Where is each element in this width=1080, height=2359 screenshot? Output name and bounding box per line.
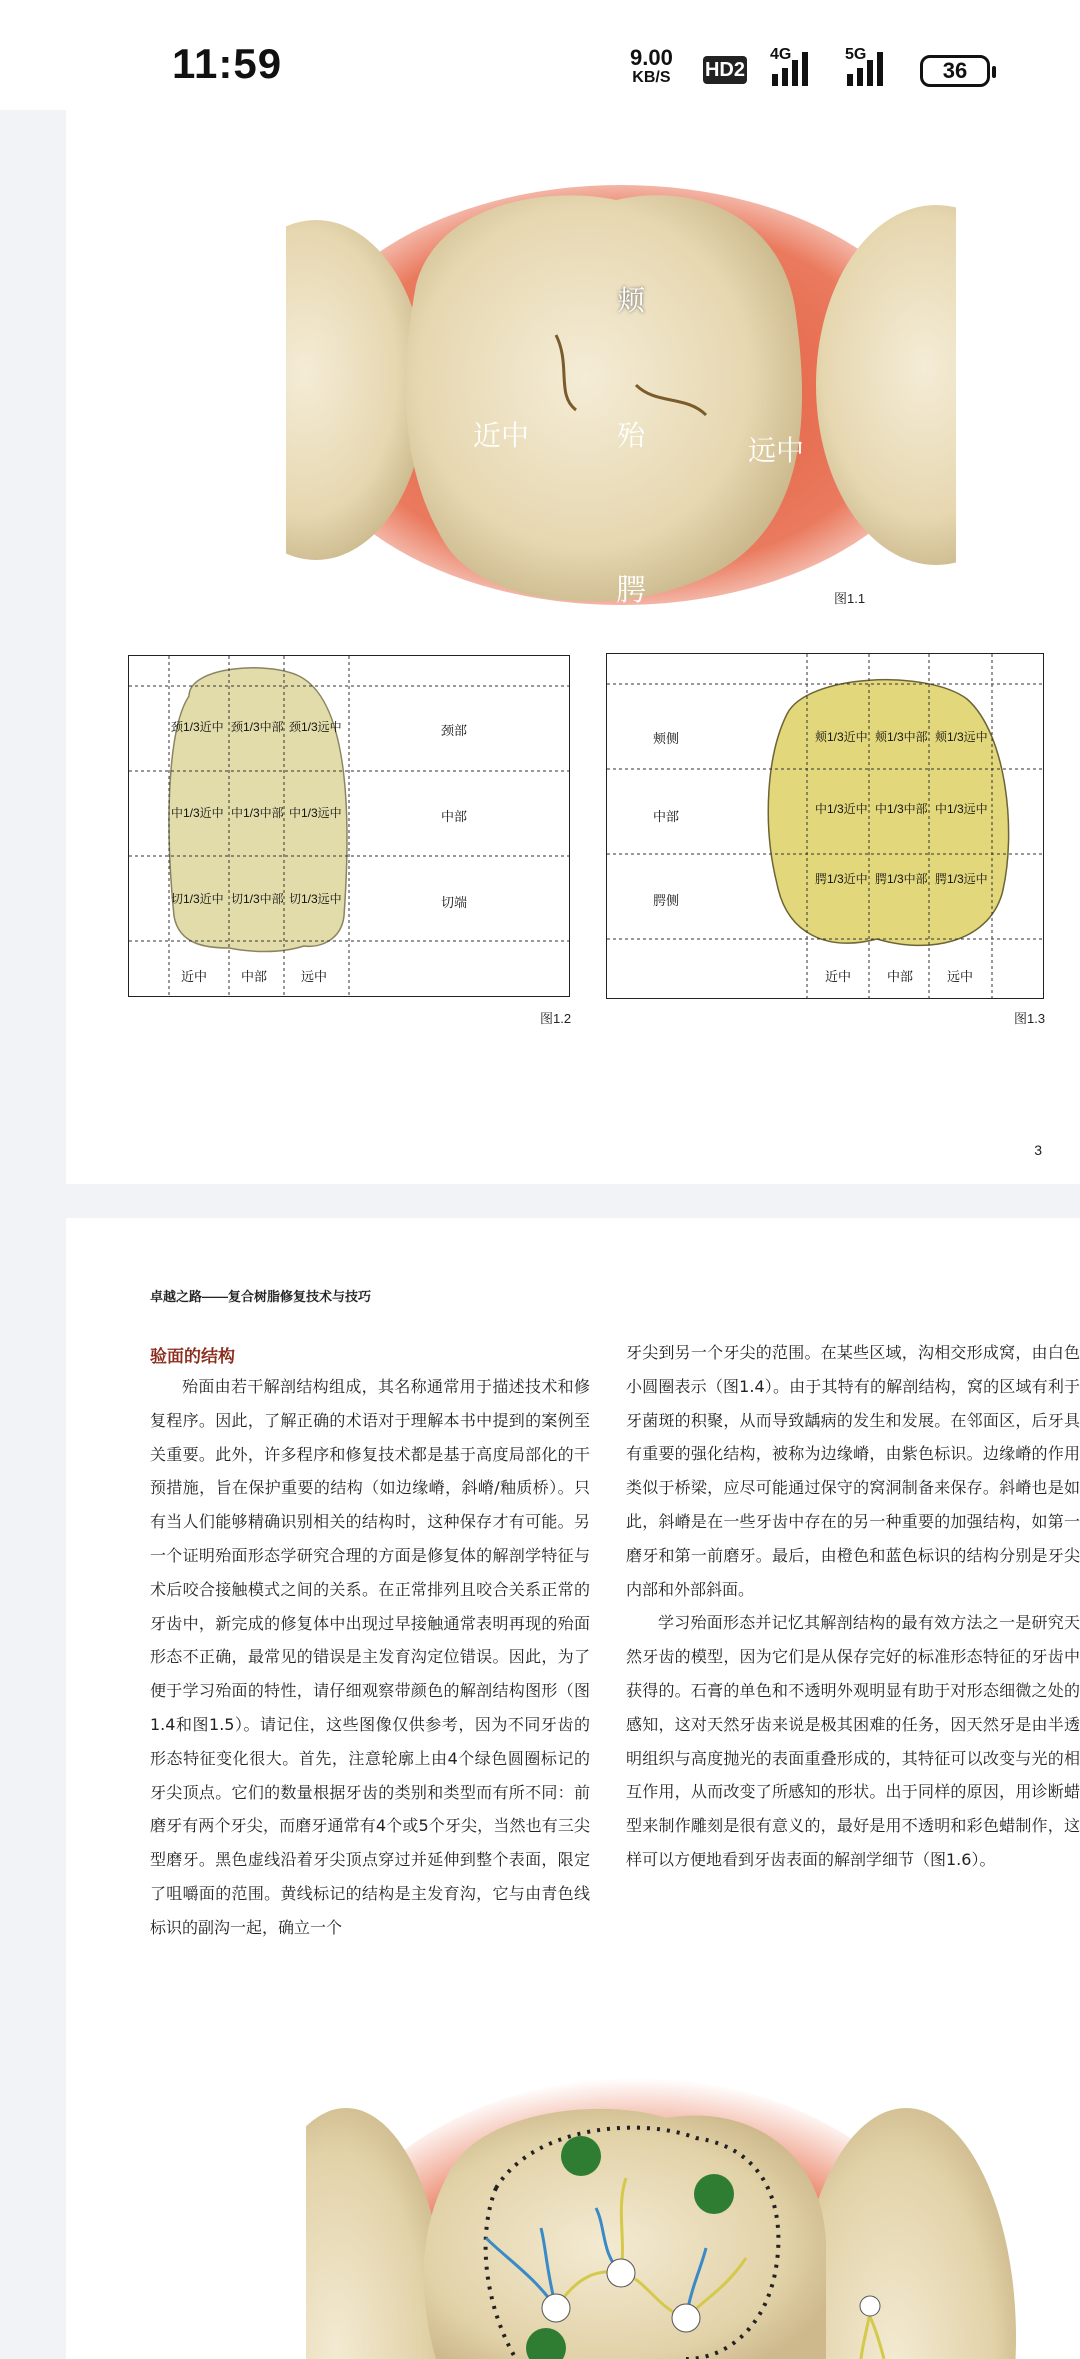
figure-molar-grid <box>606 653 1044 999</box>
hd-badge: HD2 <box>703 56 747 84</box>
column-label: 近中 <box>181 969 208 984</box>
region-label: 颈部 <box>441 723 468 738</box>
grid-cell: 颈1/3远中 <box>289 720 342 734</box>
figure-caption-1-2: 图1.2 <box>540 1011 572 1026</box>
incisor-grid-drawing <box>129 656 569 996</box>
signal-5g-label: 5G <box>845 46 867 63</box>
grid-cell: 腭1/3中部 <box>875 872 928 886</box>
page-number: 3 <box>1034 1142 1042 1158</box>
column-label: 远中 <box>947 969 974 984</box>
label-buccal: 颊 <box>616 284 646 317</box>
grid-cell: 切1/3中部 <box>231 892 284 906</box>
paragraph: 殆面由若干解剖结构组成，其名称通常用于描述技术和修复程序。因此，了解正确的术语对于理解本书中提到的案例至关重要。此外，许多程序和修复技术都是基于高度局部化的干预措施，旨在保护重要的结构（如边缘嵴，斜嵴/釉质桥）。只有当人们能够精确识别相关的结构时，这种保存才有可能。另一个证明殆面形态学研究合理的方面是修复体的解剖学特征与术后咬合接触模式之间的关系。在正常排列且咬合关系正常的牙齿中，新完成的修复体中出现过早接触通常表明再现的殆面形态不正确，最常见的错误是主发育沟定位错误。因此，为了便于学习殆面的特性，请仔细观察带颜色的解剖结构图形（图1.4和图1.5）。请记住，这些图像仅供参考，因为不同牙齿的形态特征变化很大。首先，注意轮廓上由4个绿色圆圈标记的牙尖顶点。它们的数量根据牙齿的类别和类型而有所不同：前磨牙有两个牙尖，而磨牙通常有4个或5个牙尖，当然也有三尖型磨牙。黑色虚线沿着牙尖顶点穿过并延伸到整个表面，限定了咀嚼面的范围。黄线标记的结构是主发育沟，它与由青色线标识的副沟一起，确立一个 <box>150 1377 590 1937</box>
running-head: 卓越之路——复合树脂修复技术与技巧 <box>150 1289 372 1304</box>
grid-cell: 中1/3中部 <box>875 802 928 816</box>
column-label: 远中 <box>301 969 328 984</box>
label-distal: 远中 <box>747 435 805 466</box>
grid-cell: 中1/3中部 <box>231 806 284 820</box>
battery-icon: 36 <box>920 55 990 87</box>
tooth-occlusal-photo <box>286 165 956 635</box>
figure-caption-1-3: 图1.3 <box>1014 1011 1046 1026</box>
grid-cell: 中1/3远中 <box>935 802 988 816</box>
grid-cell: 切1/3远中 <box>289 892 342 906</box>
column-label: 近中 <box>825 969 852 984</box>
column-label: 中部 <box>887 969 914 984</box>
signal-4g-label: 4G <box>770 46 792 63</box>
grid-cell: 颊1/3远中 <box>935 730 988 744</box>
grid-cell: 中1/3近中 <box>815 802 868 816</box>
grid-cell: 腭1/3近中 <box>815 872 868 886</box>
network-speed-value: 9.00 <box>630 45 673 70</box>
grid-cell: 颈1/3中部 <box>231 720 284 734</box>
label-palatal: 腭 <box>616 574 646 607</box>
paragraph: 牙尖到另一个牙尖的范围。在某些区域，沟相交形成窝，由白色小圆圈表示（图1.4）。由于其特有的解剖结构，窝的区域有利于牙菌斑的积聚，从而导致龋病的发生和发展。在邻面区，后牙具有重要的强化结构，被称为边缘嵴，由紫色标识。边缘嵴的作用类似于桥梁，应尽可能通过保守的窝洞制备来保存。斜嵴也是如此，斜嵴是在一些牙齿中存在的另一种重要的加强结构，如第一磨牙和第一前磨牙。最后，由橙色和蓝色标识的结构分别是牙尖内部和外部斜面。 <box>626 1343 1080 1599</box>
status-time: 11:59 <box>172 40 283 87</box>
region-label: 中部 <box>441 809 468 824</box>
text-column-left <box>150 1370 590 1945</box>
document-page-4 <box>66 1218 1080 2359</box>
row-label: 中部 <box>653 809 680 824</box>
molar-grid-drawing <box>607 654 1043 998</box>
signal-4g-icon <box>770 46 830 86</box>
grid-cell: 颊1/3中部 <box>875 730 928 744</box>
grid-cell: 切1/3近中 <box>171 892 224 906</box>
grid-cell: 腭1/3远中 <box>935 872 988 886</box>
paragraph: 学习殆面形态并记忆其解剖结构的最有效方法之一是研究天然牙齿的模型，因为它们是从保存完好的标准形态特征的牙齿中获得的。石膏的单色和不透明外观明显有助于对形态细微之处的感知，这对天然牙齿来说是极其困难的任务，因天然牙是由半透明组织与高度抛光的表面重叠形成的，其特征可以改变与光的相互作用，从而改变了所感知的形状。出于同样的原因，用诊断蜡型来制作雕刻是很有意义的，最好是用不透明和彩色蜡制作，这样可以方便地看到牙齿表面的解剖学细节（图1.6）。 <box>626 1613 1080 1869</box>
grid-cell: 中1/3远中 <box>289 806 342 820</box>
tooth-anatomy-image <box>306 2008 1080 2359</box>
figure-caption-1-1: 图1.1 <box>834 591 866 606</box>
text-column-right <box>626 1336 1080 1916</box>
label-mesial: 近中 <box>472 420 530 451</box>
network-speed <box>630 45 673 88</box>
tooth-anatomy-photo <box>306 2008 1080 2359</box>
grid-cell: 颊1/3近中 <box>815 730 868 744</box>
section-title: 验面的结构 <box>150 1347 235 1366</box>
document-page-3 <box>66 110 1080 1184</box>
row-label: 腭侧 <box>653 893 680 908</box>
network-speed-unit: KB/S <box>632 69 671 86</box>
status-bar <box>0 0 1080 110</box>
column-label: 中部 <box>241 969 268 984</box>
grid-cell: 中1/3近中 <box>171 806 224 820</box>
row-label: 颊侧 <box>653 731 680 746</box>
tooth-photo-image <box>286 165 956 635</box>
region-label: 切端 <box>441 895 468 910</box>
signal-5g-icon <box>845 46 905 86</box>
label-occlusal: 殆 <box>616 420 646 451</box>
grid-cell: 颈1/3近中 <box>171 720 224 734</box>
figure-incisor-grid <box>128 655 570 997</box>
